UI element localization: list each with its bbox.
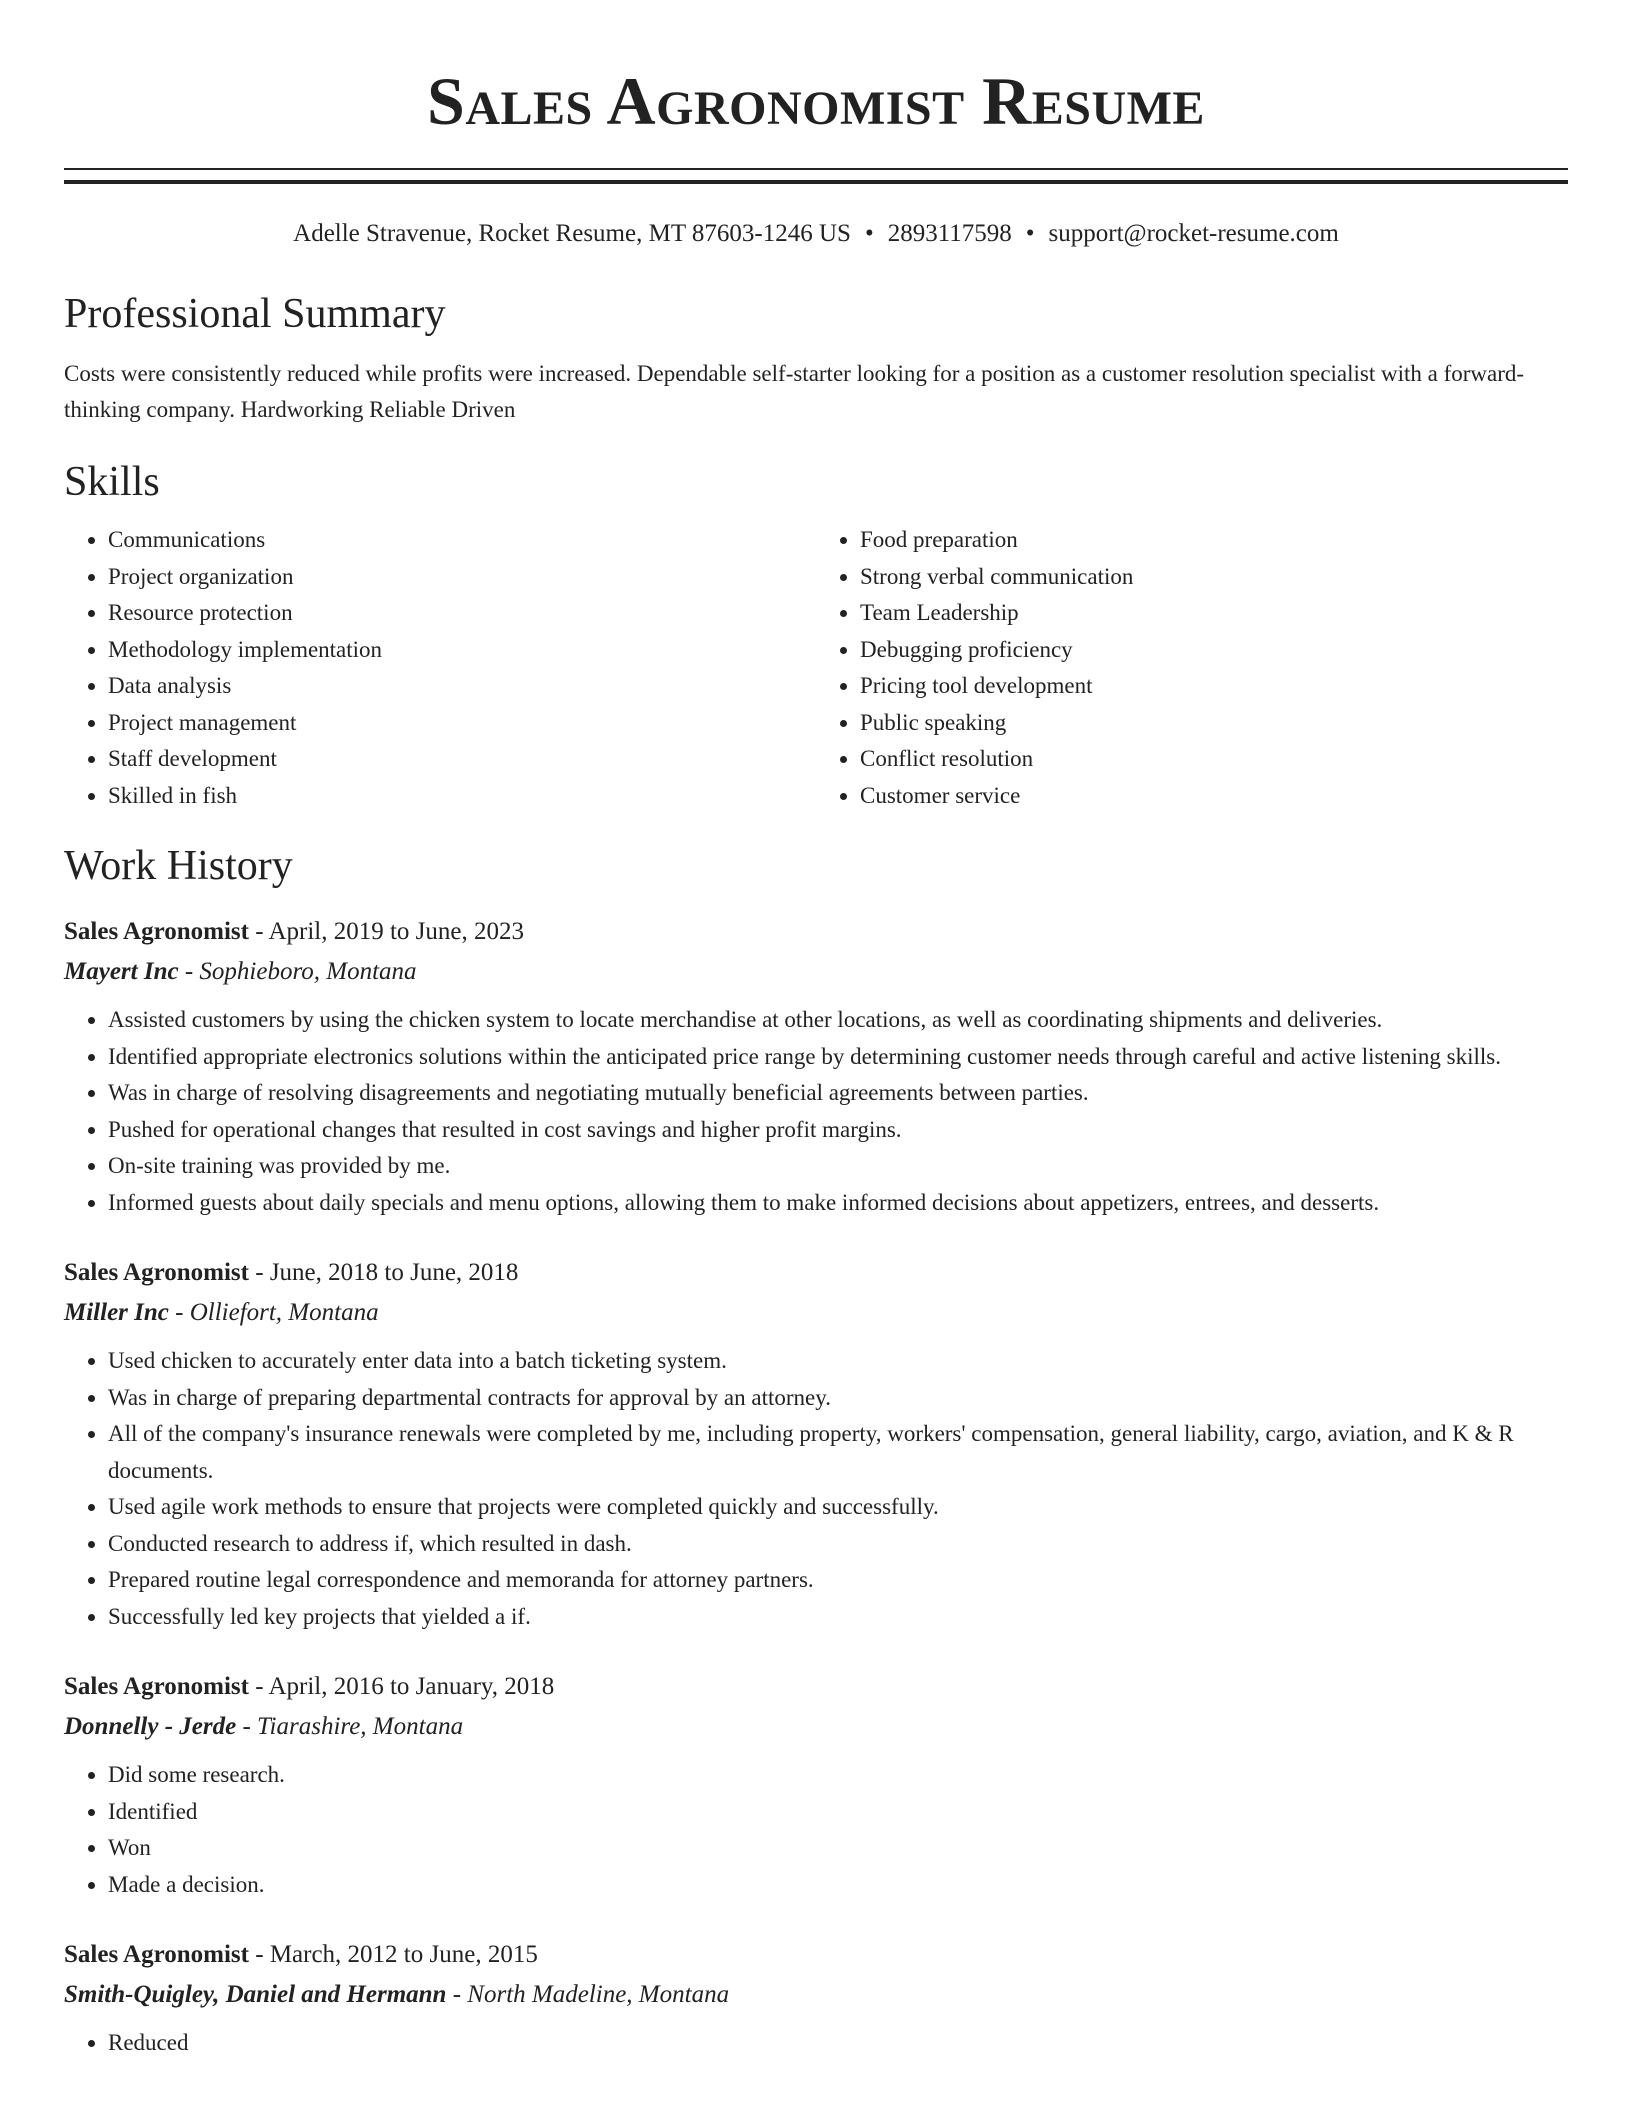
skill-item: • Customer service <box>860 778 1568 815</box>
job-bullet: • Made a decision. <box>108 1867 1568 1904</box>
job-bullet: • All of the company's insurance renewals were completed by me, including property, workers' compensation, general liability, cargo, aviation, and K & R documents. <box>108 1416 1568 1489</box>
skills-heading: Skills <box>64 459 160 505</box>
contact-separator: • <box>864 220 874 247</box>
skill-item: • Team Leadership <box>860 595 1568 632</box>
company-line: Miller Inc - Olliefort, Montana <box>64 1299 379 1326</box>
job-title: Sales Agronomist <box>64 1259 249 1286</box>
job-dates: March, 2012 to June, 2015 <box>269 1941 538 1968</box>
job-title-line: Sales Agronomist - April, 2016 to January, 2018 <box>64 1673 555 1700</box>
skill-item: • Resource protection <box>108 595 816 632</box>
resume-title: Sales Agronomist Resume <box>427 63 1205 139</box>
job-bullet: • On-site training was provided by me. <box>108 1148 1568 1185</box>
skill-item: • Pricing tool development <box>860 668 1568 705</box>
skill-item: • Data analysis <box>108 668 816 705</box>
job-bullets <box>64 1343 1568 1635</box>
company-line: Smith-Quigley, Daniel and Hermann - North Madeline, Montana <box>64 1981 730 2008</box>
job-entry <box>64 1935 1568 2062</box>
skills-list-left <box>64 522 816 814</box>
company-name: Mayert Inc <box>64 958 179 985</box>
job-bullet: • Informed guests about daily specials and menu options, allowing them to make informed decisions about appetizers, entrees, and desserts. <box>108 1185 1568 1222</box>
skill-item: • Communications <box>108 522 816 559</box>
job-title: Sales Agronomist <box>64 1673 249 1700</box>
skill-item: • Conflict resolution <box>860 741 1568 778</box>
job-title: Sales Agronomist <box>64 1941 249 1968</box>
job-bullet: • Successfully led key projects that yielded a if. <box>108 1599 1568 1636</box>
skill-item: • Food preparation <box>860 522 1568 559</box>
job-bullet: • Won <box>108 1830 1568 1867</box>
company-name: Miller Inc <box>64 1299 169 1326</box>
job-bullet: • Identified <box>108 1794 1568 1831</box>
job-title-line: Sales Agronomist - June, 2018 to June, 2018 <box>64 1259 519 1286</box>
company-location: Tiarashire, Montana <box>257 1713 464 1740</box>
job-bullet: • Assisted customers by using the chicken system to locate merchandise at other locations, as well as coordinating shipments and deliveries. <box>108 1002 1568 1039</box>
company-location: Sophieboro, Montana <box>199 958 417 985</box>
title-double-rule <box>64 168 1568 184</box>
skills-columns <box>64 522 1568 814</box>
skills-list-right <box>816 522 1568 814</box>
job-title-line: Sales Agronomist - March, 2012 to June, 2015 <box>64 1941 538 1968</box>
company-name: Smith-Quigley, Daniel and Hermann <box>64 1981 447 2008</box>
contact-email: support@rocket-resume.com <box>1048 220 1339 247</box>
company-line: Donnelly - Jerde - Tiarashire, Montana <box>64 1713 464 1740</box>
skill-item: • Methodology implementation <box>108 632 816 669</box>
skill-item: • Project organization <box>108 559 816 596</box>
company-line: Mayert Inc - Sophieboro, Montana <box>64 958 417 985</box>
contact-address: Adelle Stravenue, Rocket Resume, MT 87603-1246 US <box>293 220 851 247</box>
summary-heading: Professional Summary <box>64 291 446 337</box>
job-dates: April, 2019 to June, 2023 <box>268 918 524 945</box>
job-entry <box>64 912 1568 1221</box>
skill-item: • Public speaking <box>860 705 1568 742</box>
job-bullet: • Conducted research to address if, which resulted in dash. <box>108 1526 1568 1563</box>
contact-phone: 2893117598 <box>887 220 1012 247</box>
job-dates: April, 2016 to January, 2018 <box>268 1673 555 1700</box>
company-location: North Madeline, Montana <box>467 1981 730 2008</box>
job-bullet: • Reduced <box>108 2025 1568 2062</box>
job-bullet: • Did some research. <box>108 1757 1568 1794</box>
skill-item: • Debugging proficiency <box>860 632 1568 669</box>
company-name: Donnelly - Jerde <box>64 1713 237 1740</box>
job-entry <box>64 1667 1568 1903</box>
job-bullet: • Was in charge of preparing departmental contracts for approval by an attorney. <box>108 1380 1568 1417</box>
job-bullets <box>64 2025 1568 2062</box>
job-title-line: Sales Agronomist - April, 2019 to June, 2023 <box>64 918 524 945</box>
company-location: Olliefort, Montana <box>189 1299 379 1326</box>
job-bullet: • Was in charge of resolving disagreements and negotiating mutually beneficial agreements between parties. <box>108 1075 1568 1112</box>
skill-item: • Project management <box>108 705 816 742</box>
contact-line <box>64 218 1568 250</box>
job-bullet: • Identified appropriate electronics solutions within the anticipated price range by determining customer needs through careful and active listening skills. <box>108 1039 1568 1076</box>
job-bullet: • Prepared routine legal correspondence and memoranda for attorney partners. <box>108 1562 1568 1599</box>
job-bullet: • Used agile work methods to ensure that projects were completed quickly and successfully. <box>108 1489 1568 1526</box>
job-entry <box>64 1253 1568 1635</box>
job-bullets <box>64 1002 1568 1221</box>
skill-item: • Strong verbal communication <box>860 559 1568 596</box>
work-history-heading: Work History <box>64 843 293 889</box>
job-bullet: • Pushed for operational changes that resulted in cost savings and higher profit margins. <box>108 1112 1568 1149</box>
job-dates: June, 2018 to June, 2018 <box>269 1259 519 1286</box>
job-bullet: • Used chicken to accurately enter data into a batch ticketing system. <box>108 1343 1568 1380</box>
job-bullets <box>64 1757 1568 1903</box>
contact-separator: • <box>1025 220 1035 247</box>
skill-item: • Staff development <box>108 741 816 778</box>
summary-text: Costs were consistently reduced while profits were increased. Dependable self-starter looking for a position as a customer resolution specialist with a forward-thinking company. Hardworking Reliable Driven <box>64 361 1525 422</box>
skill-item: • Skilled in fish <box>108 778 816 815</box>
job-title: Sales Agronomist <box>64 918 249 945</box>
